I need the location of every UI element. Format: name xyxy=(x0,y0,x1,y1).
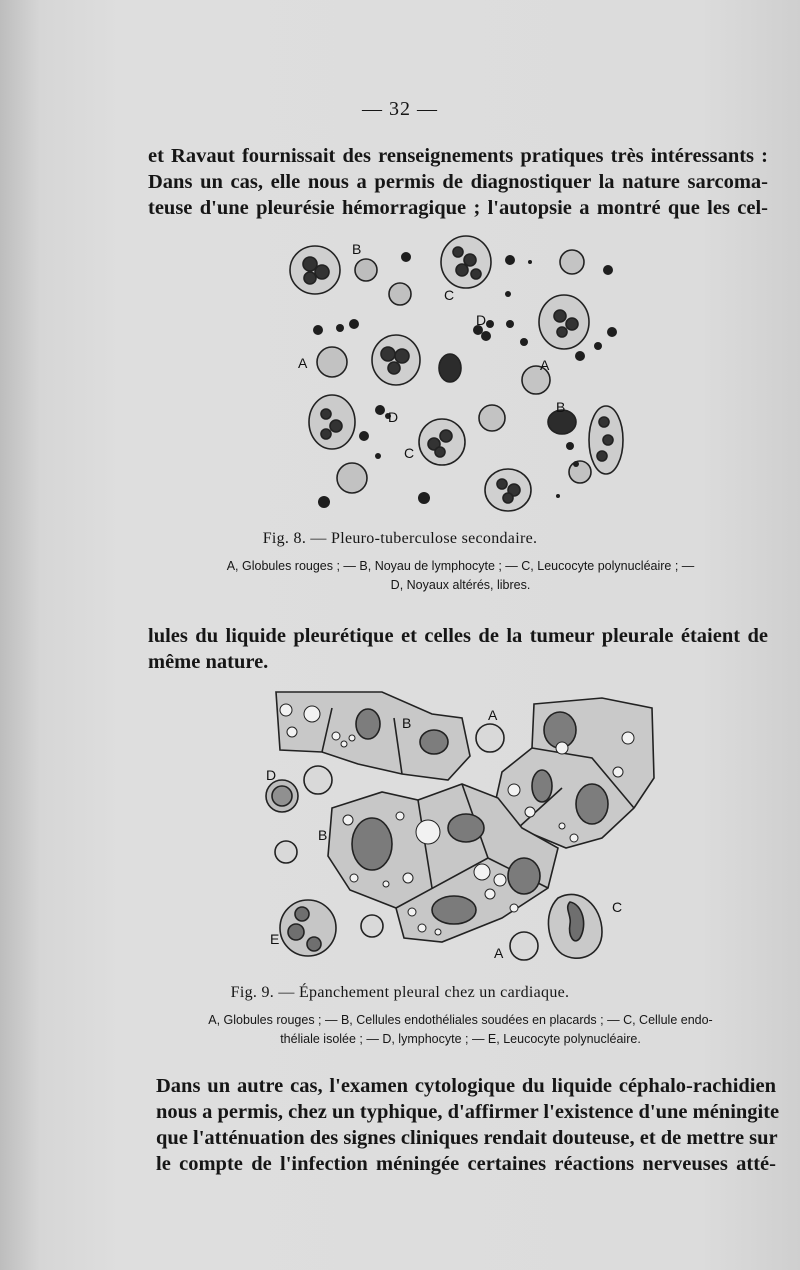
fig8-leucocyte xyxy=(539,295,589,349)
figure-9-legend xyxy=(148,1011,773,1049)
figure-8-legend xyxy=(148,557,773,595)
fig8-leucocyte xyxy=(419,419,465,465)
fig8-label-b: B xyxy=(352,241,362,257)
fig9-red-globule xyxy=(510,932,538,960)
figure-9-title: Fig. 9. — Épanchement pleural chez un cardiaque. xyxy=(230,984,570,1001)
figure-8-illustration xyxy=(280,232,640,522)
fig8-leucocyte xyxy=(309,395,355,449)
paragraph-2-line-2: même nature. xyxy=(148,651,269,673)
figure-8-title: Fig. 8. — Pleuro-tuberculose secondaire. xyxy=(262,530,538,547)
fig9-nucleus xyxy=(432,896,476,924)
fig9-red-globule xyxy=(275,841,297,863)
fig8-red-globule xyxy=(569,461,591,483)
fig8-leucocyte xyxy=(290,246,340,294)
paragraph-2 xyxy=(148,623,768,675)
fig9-nucleus xyxy=(508,858,540,894)
fig9-label-e: E xyxy=(270,931,280,947)
fig9-red-globule xyxy=(304,766,332,794)
fig9-label-d: D xyxy=(266,767,277,783)
fig9-red-globule xyxy=(361,915,383,937)
paragraph-1 xyxy=(148,143,768,221)
fig8-leucocyte xyxy=(441,236,491,288)
fig9-nucleus xyxy=(352,818,392,870)
figure-9-legend-line-1: A, Globules rouges ; — B, Cellules endothéliales soudées en placards ; — C, Cellule endo- xyxy=(208,1013,713,1027)
fig8-red-globule xyxy=(337,463,367,493)
paragraph-1-line-1: et Ravaut fournissait des renseignements pratiques très intéressants : xyxy=(148,145,768,167)
fig8-label-a: A xyxy=(298,355,308,371)
paragraph-2-line-1: lules du liquide pleurétique et celles de la tumeur pleurale étaient de xyxy=(148,625,768,647)
paragraph-3-line-3: que l'atténuation des signes cliniques rendait douteuse, et de mettre sur xyxy=(156,1127,778,1149)
fig8-leucocyte xyxy=(485,469,531,511)
fig8-leucocyte xyxy=(589,406,623,474)
paragraph-3-line-4: le compte de l'infection méningée certaines réactions nerveuses atté- xyxy=(156,1153,776,1175)
paragraph-1-line-2: Dans un cas, elle nous a permis de diagnostiquer la nature sarcoma- xyxy=(148,171,768,193)
fig9-label-c: C xyxy=(612,899,623,915)
fig8-red-globule xyxy=(317,347,347,377)
fig9-nucleus xyxy=(356,709,380,739)
figure-9-illustration xyxy=(262,688,662,970)
fig9-label-b: B xyxy=(402,715,412,731)
fig9-label-a: A xyxy=(488,707,498,723)
fig8-label-d: D xyxy=(476,312,487,328)
fig8-label-b: B xyxy=(556,399,566,415)
fig8-red-globule xyxy=(389,283,411,305)
fig8-label-c: C xyxy=(404,445,415,461)
fig9-nucleus xyxy=(576,784,608,824)
fig8-label-c: C xyxy=(444,287,455,303)
fig9-nucleus xyxy=(532,770,552,802)
fig9-label-b: B xyxy=(318,827,328,843)
fig8-red-globule xyxy=(355,259,377,281)
figure-8-legend-line-1: A, Globules rouges ; — B, Noyau de lymphocyte ; — C, Leucocyte polynucléaire ; — xyxy=(226,559,695,573)
fig9-lymphocyte-nucleus xyxy=(272,786,292,806)
paragraph-1-line-3: teuse d'une pleurésie hémorragique ; l'autopsie a montré que les cel- xyxy=(148,197,768,219)
fig9-nucleus xyxy=(420,730,448,754)
fig8-label-a: A xyxy=(540,357,550,373)
page-number: — 32 — xyxy=(362,98,438,120)
fig9-nucleus xyxy=(448,814,484,842)
figure-8-legend-line-2: D, Noyaux altérés, libres. xyxy=(390,578,531,592)
paragraph-3-line-1: Dans un autre cas, l'examen cytologique du liquide céphalo-rachidien xyxy=(156,1075,776,1097)
figure-9-legend-line-2: théliale isolée ; — D, lymphocyte ; — E, Leucocyte polynucléaire. xyxy=(280,1032,641,1046)
paragraph-3-line-2: nous a permis, chez un typhique, d'affirmer l'existence d'une méningite xyxy=(156,1101,780,1123)
paragraph-3 xyxy=(156,1073,780,1177)
fig8-red-globule xyxy=(560,250,584,274)
fig8-lymphocyte-nucleus xyxy=(439,354,461,382)
fig9-red-globule xyxy=(476,724,504,752)
fig9-label-a: A xyxy=(494,945,504,961)
fig8-red-globule xyxy=(479,405,505,431)
fig8-label-d: D xyxy=(388,409,399,425)
fig8-leucocyte xyxy=(372,335,420,385)
